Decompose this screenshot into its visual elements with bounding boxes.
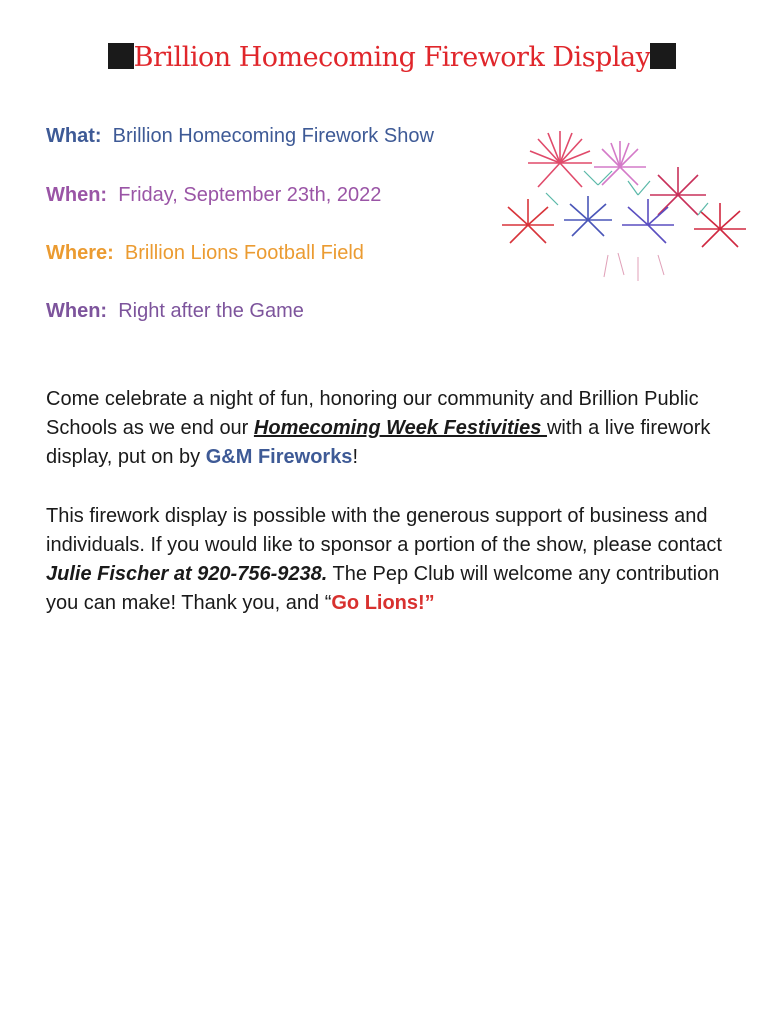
homecoming-week-link[interactable]: Homecoming Week Festivities: [253, 417, 547, 439]
intro-text: Come celebrate a night of fun, honoring our community and Brillion Public Schools as we end our: [46, 388, 699, 439]
detail-value: Brillion Homecoming Firework Show: [112, 125, 434, 147]
fireworks-illustration: [498, 125, 752, 285]
detail-what: [46, 125, 434, 148]
detail-when: [46, 184, 381, 207]
detail-label: When:: [46, 184, 108, 206]
intro-paragraph: [46, 385, 746, 472]
page-title: [0, 42, 784, 73]
contact-info: Julie Fischer at 920-756-9238.: [46, 563, 328, 585]
detail-where: [46, 242, 364, 265]
detail-label: What:: [46, 125, 102, 147]
firework-burst: [502, 131, 746, 281]
black-square-icon: [108, 43, 134, 69]
title-text: Brillion Homecoming Firework Display: [133, 42, 651, 73]
detail-value: Friday, September 23th, 2022: [118, 184, 382, 206]
detail-label: Where:: [46, 242, 114, 264]
intro-text: !: [352, 446, 358, 468]
detail-when-time: [46, 300, 304, 323]
sponsor-text: The Pep Club will welcome any contribution you can make! Thank you, and “: [46, 563, 720, 614]
detail-value: Right after the Game: [118, 300, 304, 322]
company-name: G&M Fireworks: [205, 446, 353, 468]
intro-text: with a live firework display, put on by: [46, 417, 711, 468]
detail-label: When:: [46, 300, 108, 322]
detail-value: Brillion Lions Football Field: [124, 242, 364, 264]
sponsor-text: This firework display is possible with the generous support of business and individuals. If you would like to sponsor a portion of the show, please contact: [46, 505, 722, 556]
cheer-text: Go Lions!”: [331, 592, 435, 614]
black-square-icon: [650, 43, 676, 69]
sponsor-paragraph: [46, 502, 746, 618]
